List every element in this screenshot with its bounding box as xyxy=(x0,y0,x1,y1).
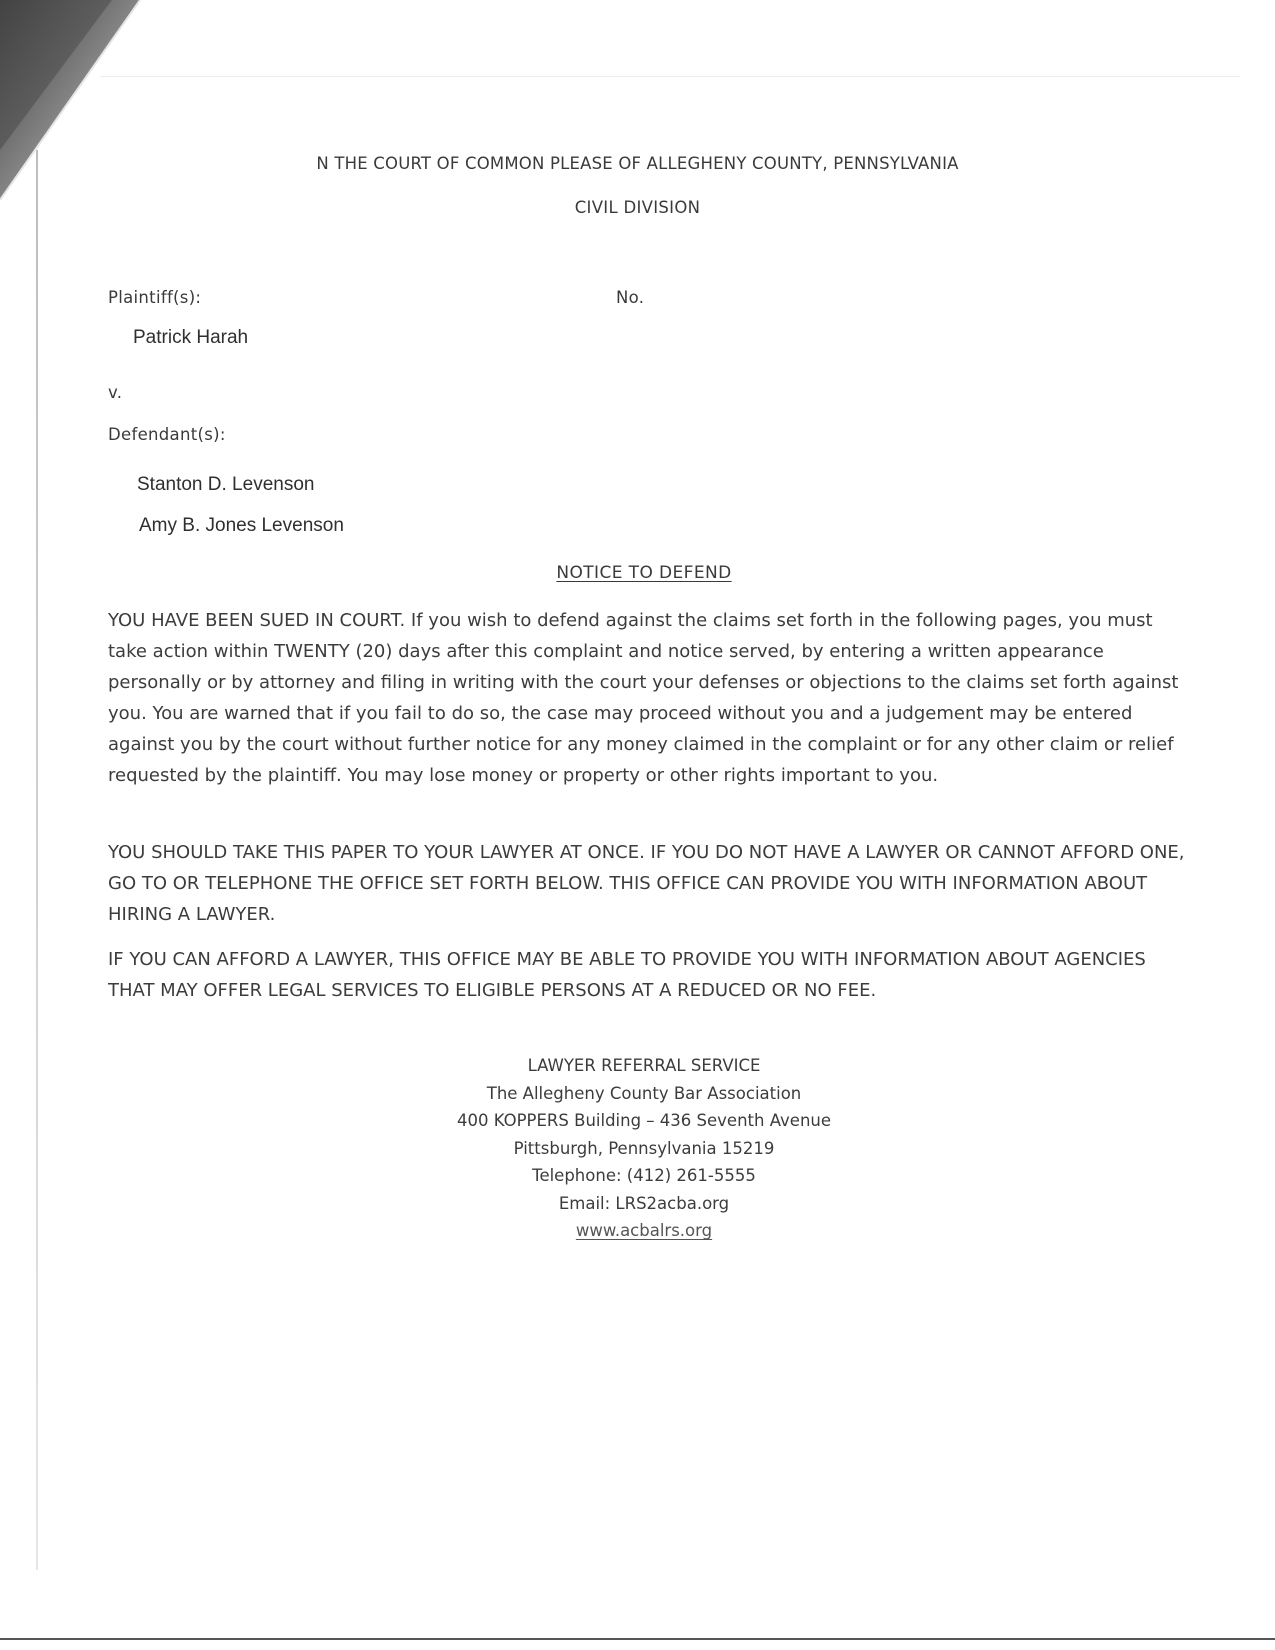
versus-label: v. xyxy=(108,383,123,402)
division-title: CIVIL DIVISION xyxy=(574,198,701,217)
plaintiff-name: Patrick Harah xyxy=(133,327,249,348)
notice-heading: NOTICE TO DEFEND xyxy=(556,563,732,583)
referral-title: LAWYER REFERRAL SERVICE xyxy=(527,1056,761,1075)
referral-email: Email: LRS2acba.org xyxy=(558,1193,730,1213)
defendant-label: Defendant(s): xyxy=(108,425,226,444)
notice-paragraph: IF YOU CAN AFFORD A LAWYER, THIS OFFICE MAY BE ABLE TO PROVIDE YOU WITH INFORMATION ABOUT AGENCIES THAT MAY OFFER LEGAL SERVICES TO ELIGIBLE PERSONS AT A REDUCED OR NO FEE. xyxy=(108,949,1146,1001)
referral-organization: The Allegheny County Bar Association xyxy=(486,1083,802,1103)
plaintiff-label: Plaintiff(s): xyxy=(108,288,202,307)
referral-website-link[interactable]: www.acbalrs.org xyxy=(575,1221,713,1240)
defendant-name: Stanton D. Levenson xyxy=(137,474,315,495)
notice-paragraph: YOU SHOULD TAKE THIS PAPER TO YOUR LAWYER AT ONCE. IF YOU DO NOT HAVE A LAWYER OR CANNOT AFFORD ONE, GO TO OR TELEPHONE THE OFFICE SET FORTH BELOW. THIS OFFICE CAN PROVIDE YOU WITH INFORMATION ABOUT HIRING A LAWYER. xyxy=(108,842,1185,925)
case-number-label: No. xyxy=(616,288,645,307)
referral-city: Pittsburgh, Pennsylvania 15219 xyxy=(513,1138,775,1158)
defendant-name: Amy B. Jones Levenson xyxy=(139,515,344,536)
referral-telephone: Telephone: (412) 261-5555 xyxy=(532,1166,756,1185)
court-title: N THE COURT OF COMMON PLEASE OF ALLEGHENY COUNTY, PENNSYLVANIA xyxy=(316,154,959,173)
lawyer-referral-block xyxy=(0,1052,1275,1245)
referral-address: 400 KOPPERS Building – 436 Seventh Avenue xyxy=(456,1111,832,1130)
notice-paragraph: YOU HAVE BEEN SUED IN COURT. If you wish to defend against the claims set forth in the following pages, you must take action within TWENTY (20) days after this complaint and notice served, by entering a written appearance personally or by attorney and filing in writing with the court your defenses or objections to the claims set forth against you. You are warned that if you fail to do so, the case may proceed without you and a judgement may be entered against you by the court without further notice for any money claimed in the complaint or for any other claim or relief requested by the plaintiff. You may lose money or property or other rights important to you. xyxy=(108,610,1179,786)
